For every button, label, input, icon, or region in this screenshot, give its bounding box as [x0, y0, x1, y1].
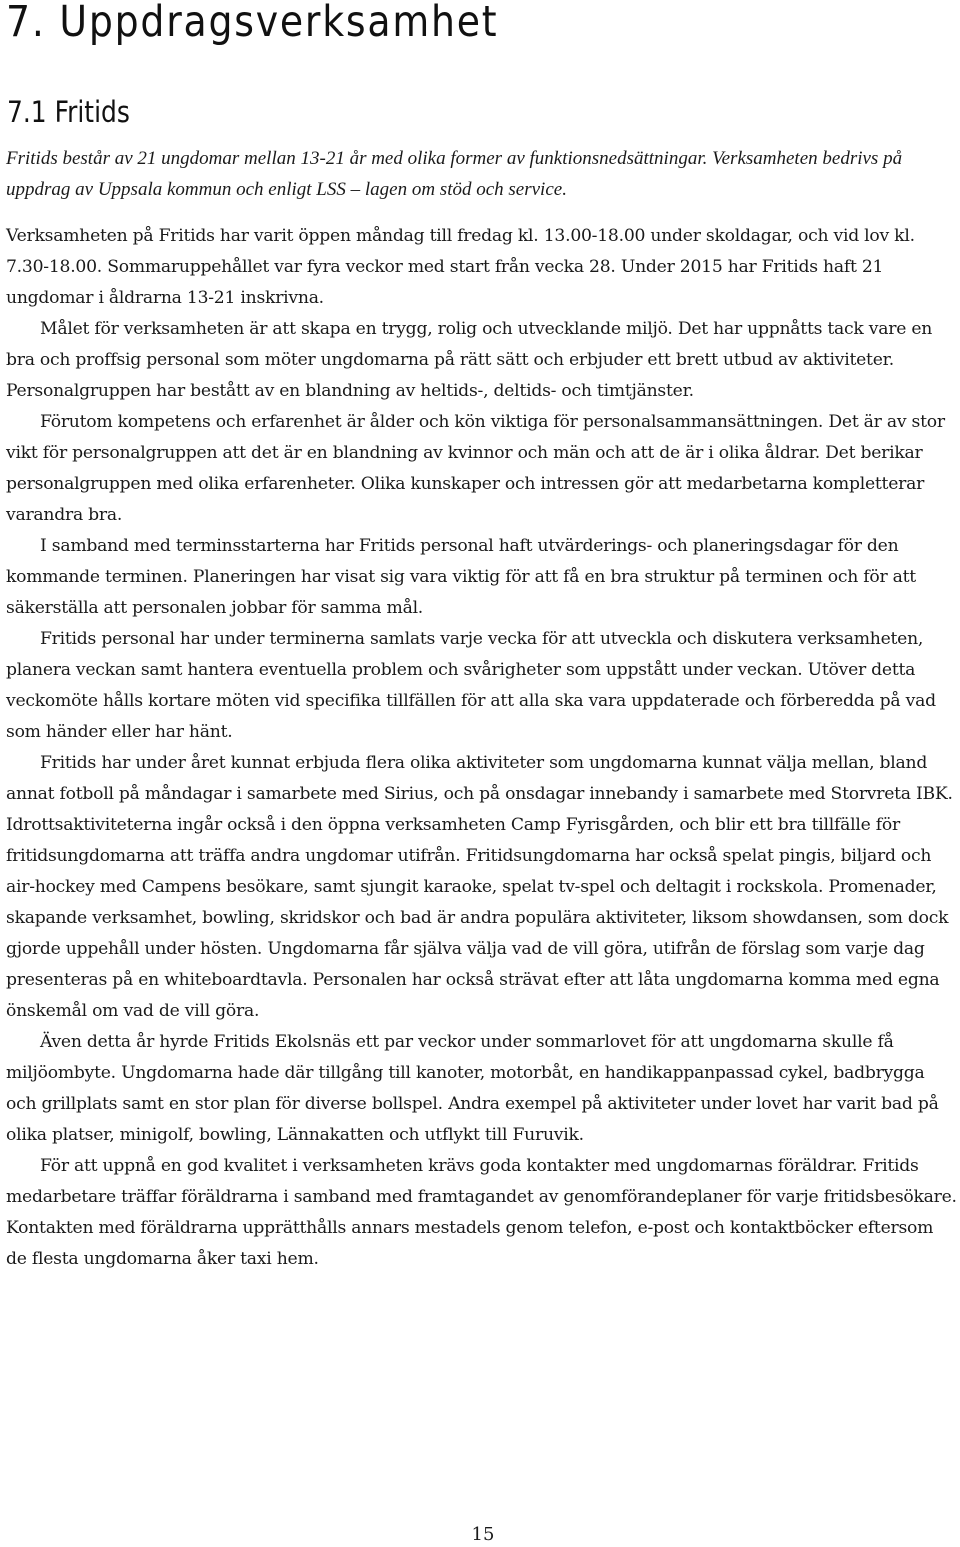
page-number: 15 — [471, 1524, 495, 1545]
paragraph-summer: Även detta år hyrde Fritids Ekolsnäs ett par veckor under sommarlovet för att ungdomarna skulle få miljöombyte. Ungdomarna hade där tillgång till kanoter, motorbåt, en handikappanpassad cykel, badbrygga och grillplats samt en stor plan för diverse bollspel. Andra exempel på aktiviteter under lovet har varit bad på olika platser, minigolf, bowling, Lännakatten och utflykt till Furuvik. — [6, 1032, 939, 1145]
paragraph-weekly-meetings: Fritids personal har under terminerna samlats varje vecka för att utveckla och diskutera verksamheten, planera veckan samt hantera eventuella problem och svårigheter som uppstått under veckan. Utöver detta veckomöte hålls kortare möten vid specifika tillfällen för att alla ska vara uppdaterade och förberedda på vad som händer eller har hänt. — [6, 629, 936, 742]
paragraph-activities: Fritids har under året kunnat erbjuda flera olika aktiviteter som ungdomarna kunnat välja mellan, bland annat fotboll på måndagar i samarbete med Sirius, och på onsdagar innebandy i samarbete med Storvreta IBK. Idrottsaktiviteterna ingår också i den öppna verksamheten Camp Fyrisgården, och blir ett bra tillfälle för fritidsungdomarna att träffa andra ungdomar utifrån. Fritidsungdomarna har också spelat pingis, biljard och air-hockey med Campens besökare, samt sjungit karaoke, spelat tv-spel och deltagit i rockskola. Promenader, skapande verksamhet, bowling, skridskor och bad är andra populära aktiviteter, liksom showdansen, som dock gjorde uppehåll under hösten. Ungdomarna får själva välja vad de vill göra, utifrån de förslag som varje dag presenteras på en whiteboardtavla. Personalen har också strävat efter att låta ungdomarna komma med egna önskemål om vad de vill göra. — [6, 753, 953, 1021]
chapter-title: 7. Uppdragsverksamhet — [6, 0, 499, 47]
paragraph-goals: Målet för verksamheten är att skapa en trygg, rolig och utvecklande miljö. Det har uppnåtts tack vare en bra och proffsig personal som möter ungdomarna på rätt sätt och erbjuder ett brett utbud av aktiviteter. Personalgruppen har bestått av en blandning av heltids-, deltids- och timtjänster. — [6, 319, 933, 401]
paragraph-staff-composition: Förutom kompetens och erfarenhet är ålder och kön viktiga för personalsammansättningen. Det är av stor vikt för personalgruppen att det är en blandning av kvinnor och män och att de är i olika åldrar. Det berikar personalgruppen med olika erfarenheter. Olika kunskaper och intressen gör att medarbetarna kompletterar varandra bra. — [6, 412, 945, 525]
section-title: 7.1 Fritids — [7, 95, 130, 129]
paragraph-planning-days: I samband med terminsstarterna har Fritids personal haft utvärderings- och planeringsdagar för den kommande terminen. Planeringen har visat sig vara viktig för att få en bra struktur på terminen och för att säkerställa att personalen jobbar för samma mål. — [6, 536, 916, 618]
body-text — [6, 221, 958, 1275]
paragraph-opening-hours: Verksamheten på Fritids har varit öppen måndag till fredag kl. 13.00-18.00 under skoldagar, och vid lov kl. 7.30-18.00. Sommaruppehållet var fyra veckor med start från vecka 28. Under 2015 har Fritids haft 21 ungdomar i åldrarna 13-21 inskrivna. — [6, 226, 915, 308]
intro-paragraph: Fritids består av 21 ungdomar mellan 13-21 år med olika former av funktionsnedsättningar. Verksamheten bedrivs på uppdrag av Uppsala kommun och enligt LSS – lagen om stöd och service. — [6, 148, 903, 200]
paragraph-parents: För att uppnå en god kvalitet i verksamheten krävs goda kontakter med ungdomarnas föräldrar. Fritids medarbetare träffar föräldrarna i samband med framtagandet av genomförandeplaner för varje fritidsbesökare. Kontakten med föräldrarna upprätthålls annars mestadels genom telefon, e-post och kontaktböcker eftersom de flesta ungdomarna åker taxi hem. — [6, 1156, 957, 1269]
